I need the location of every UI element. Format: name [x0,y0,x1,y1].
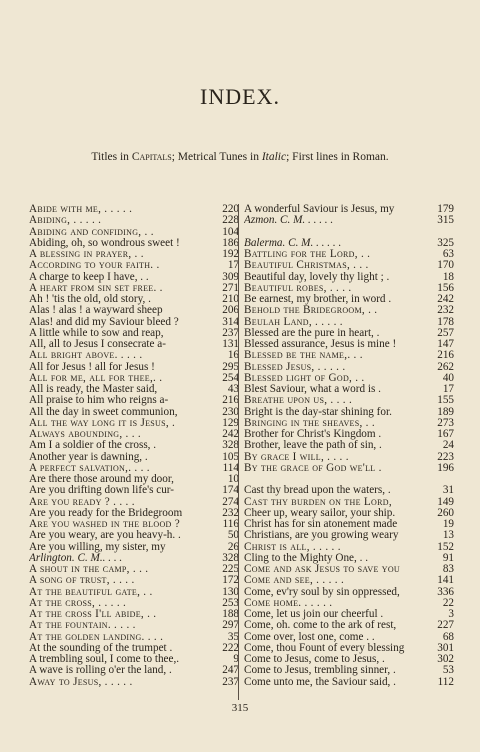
index-entry [244,204,454,215]
index-entry [244,553,454,564]
entry-page-number: 189 [437,405,454,418]
entry-page-number: 114 [222,461,239,474]
index-entry [244,350,454,361]
entry-page-number: 10 [227,473,239,485]
entry-title: Abiding, oh, so wondrous sweet ! [29,237,180,249]
entry-page-number: 309 [222,270,239,283]
entry-title: Abiding, . . . . . [29,215,102,227]
entry-page-number: 63 [442,248,454,260]
entry-title: Come, let us join our cheerful . [244,609,384,620]
entry-title: Blessed assurance, Jesus is mine ! [244,339,397,350]
entry-title: Come, ev'ry soul by sin oppressed, [244,586,400,598]
index-entry [29,463,239,474]
entry-page-number: 9 [233,653,239,665]
index-entry [244,272,454,283]
index-entry [244,328,454,339]
entry-title: Christians, are you growing weary [244,530,399,542]
entry-page-number: 172 [222,574,239,587]
entry-page-number: 40 [442,371,454,384]
entry-page-number: 26 [227,540,239,553]
index-legend [0,151,480,163]
index-entry [29,519,239,530]
entry-page-number: 314 [222,315,239,328]
entry-title: Alas! and did my Saviour bleed ? [29,316,179,328]
entry-page-number: 216 [437,349,454,362]
entry-title: Blessed are the pure in heart, . [244,327,380,339]
index-entry [29,215,239,226]
entry-title: At the cross I'll abide, . . [29,609,157,620]
entry-title: A trembling soul, I come to thee,. [29,654,180,665]
entry-page-number: 152 [437,540,454,553]
index-entry [29,609,239,620]
index-entry [29,508,239,519]
entry-title: At the beautiful gate, . . [29,586,153,598]
entry-title: A wave is rolling o'er the land, . [29,665,172,677]
entry-page-number: 242 [437,293,454,305]
entry-page-number: 295 [222,360,239,373]
index-entry [244,227,454,238]
entry-page-number: 17 [442,383,454,395]
entry-title: Beulah Land, . . . . . [244,316,343,328]
index-entry [29,497,239,508]
entry-title: Are there those around my door, [29,474,174,485]
index-entry [29,665,239,676]
entry-page-number: 105 [222,450,239,463]
index-entry [29,350,239,361]
entry-title: Arlington. C. M.. . . . [29,552,123,564]
entry-page-number: 253 [222,596,239,609]
entry-title: All for Jesus ! all for Jesus ! [29,361,155,373]
entry-title: Bringing in the sheaves, . . [244,417,375,429]
entry-title: Come home. . . . . . [244,597,333,609]
entry-title: All for me, all for thee,. . [29,372,163,384]
index-entry [29,677,239,688]
index-entry [29,227,239,238]
entry-title: All praise to him who reigns a- [29,395,169,407]
index-entry [29,485,239,496]
entry-title: Are you willing, my sister, my [29,541,166,553]
index-entry [244,643,454,654]
entry-page-number: 141 [437,574,454,587]
index-entry [244,665,454,676]
entry-page-number: 155 [437,394,454,407]
entry-page-number: 186 [222,236,239,249]
entry-page-number: 116 [222,518,239,530]
index-entry [244,362,454,373]
index-entry [29,260,239,271]
index-entry [244,407,454,418]
entry-page-number: 262 [437,360,454,373]
entry-title: Beautiful Christmas, . . . [244,260,369,272]
entry-title: According to your faith. . [29,260,160,272]
entry-page-number: 178 [437,315,454,328]
entry-page-number: 336 [437,585,454,598]
entry-title: A heart from sin set free. . [29,282,163,294]
index-entry [244,575,454,586]
index-entry [29,429,239,440]
index-entry [29,384,239,395]
index-entry [29,339,239,350]
entry-page-number: 315 [437,214,454,227]
entry-title: By grace I will, . . . . [244,451,349,463]
entry-title: A perfect salvation,. . . . [29,462,150,474]
entry-page-number: 254 [222,371,239,384]
legend-text-1: Titles in [91,151,132,163]
entry-title: A blessing in prayer, . . [29,249,144,260]
index-entry [244,418,454,429]
index-entry [29,204,239,215]
legend-italic: Italic [261,151,287,163]
entry-title: Christ is all, . . . . . [244,541,341,553]
index-entry [29,440,239,451]
entry-title: Blessed light of God, . . [244,372,365,384]
entry-page-number: 223 [437,450,454,463]
entry-title: Come unto me, the Saviour said, . [244,676,396,688]
index-entry [244,508,454,519]
page-title: INDEX. [200,84,280,109]
index-entry [244,497,454,508]
entry-title: Are you weary, are you heavy-h. . [29,530,181,542]
index-column-right [244,204,454,688]
entry-title: Are you ready ? . . . . [29,496,135,508]
entry-title: Beautiful day, lovely thy light ; . [244,271,390,283]
entry-title: Another year is dawning, . [29,451,148,463]
legend-text-3: ; First lines in Roman. [286,151,389,163]
index-entry [244,317,454,328]
entry-title: Abiding and confiding, . . [29,226,154,238]
entry-title: Azmon. C. M. . . . . . [244,215,334,227]
entry-page-number: 188 [222,608,239,620]
entry-page-number: 237 [222,675,239,688]
index-entry [244,384,454,395]
index-entry [29,305,239,316]
entry-page-number: 3 [448,608,454,620]
index-entry [244,598,454,609]
entry-title: A shout in the camp, . . . [29,564,149,575]
entry-page-number: 260 [437,506,454,519]
page-number: 315 [231,702,249,714]
entry-page-number: 225 [222,563,239,575]
entry-page-number: 210 [222,293,239,305]
index-column-left [29,204,239,688]
index-entry [244,530,454,541]
entry-page-number: 170 [437,259,454,272]
entry-page-number: 274 [222,495,239,508]
legend-text-2: ; Metrical Tunes in [171,151,262,163]
index-entry [244,238,454,249]
entry-page-number: 149 [437,495,454,508]
entry-page-number: 31 [442,484,454,497]
entry-title: Behold the Bridegroom, . . [244,305,378,317]
entry-page-number: 147 [437,338,454,350]
entry-title: A charge to keep I have, . . [29,271,149,283]
index-entry [244,249,454,260]
index-entry [244,542,454,553]
legend-capitals: Capitals [131,151,172,163]
index-entry [29,362,239,373]
index-entry [29,272,239,283]
entry-page-number: 22 [442,596,454,609]
entry-page-number: 83 [442,563,454,575]
entry-page-number: 302 [437,653,454,665]
index-entry [244,519,454,530]
entry-page-number: 129 [222,416,239,429]
entry-page-number: 232 [222,506,239,519]
entry-title: Come to Jesus, come to Jesus, . [244,654,385,665]
index-entry [244,294,454,305]
entry-page-number: 19 [442,518,454,530]
entry-page-number: 242 [222,428,239,440]
entry-title: All is ready, the Master said, [29,384,158,395]
index-entry [244,654,454,665]
index-entry [29,294,239,305]
entry-page-number: 196 [437,461,454,474]
entry-title: Be earnest, my brother, in word . [244,294,392,305]
index-entry [244,373,454,384]
entry-page-number: 43 [227,383,239,395]
entry-title: Brother for Christ's Kingdom . [244,429,382,440]
entry-title: Blessed Jesus, . . . . . [244,361,346,373]
entry-page-number: 35 [227,630,239,643]
entry-page-number: 131 [222,338,239,350]
entry-title: Brother, leave the path of sin, . [244,440,382,452]
entry-page-number: 104 [222,225,239,238]
entry-title: By the grace of God we'll . [244,462,382,474]
index-entry [29,407,239,418]
index-entry [244,429,454,440]
entry-page-number: 68 [442,630,454,643]
entry-page-number: 273 [437,416,454,429]
entry-page-number: 24 [442,439,454,452]
entry-title: Are you drifting down life's cur- [29,485,175,497]
index-entry [244,677,454,688]
entry-title: At the sounding of the trumpet . [29,642,173,654]
entry-page-number: 297 [222,619,239,632]
index-entry [29,598,239,609]
index-entry [244,474,454,485]
entry-title: Balerma. C. M. . . . . . [244,237,342,249]
entry-page-number: 179 [437,203,454,215]
entry-page-number: 228 [222,214,239,227]
entry-title: Come and see, . . . . . [244,575,345,587]
index-entry [29,249,239,260]
entry-page-number: 328 [222,439,239,452]
index-entry [244,260,454,271]
entry-page-number: 156 [437,281,454,294]
entry-page-number: 17 [227,259,239,272]
entry-title: At the fountain. . . . . [29,620,136,632]
entry-page-number: 232 [437,304,454,317]
index-entry [244,485,454,496]
entry-page-number: 13 [442,529,454,542]
index-entry [244,587,454,598]
entry-title: Come and ask Jesus to save you [244,564,400,575]
entry-page-number: 91 [442,551,454,564]
entry-page-number: 174 [222,484,239,497]
entry-title: Away to Jesus, . . . . . [29,676,133,688]
entry-page-number: 130 [222,585,239,598]
entry-page-number: 247 [222,664,239,677]
entry-page-number: 237 [222,326,239,339]
entry-page-number: 112 [437,675,454,688]
index-entry [29,654,239,665]
entry-title: At the golden landing. . . . [29,631,164,643]
index-entry [29,575,239,586]
entry-title: Alas ! alas ! a wayward sheep [29,305,163,317]
index-entry [29,632,239,643]
entry-page-number: 325 [437,236,454,249]
entry-title: A wonderful Saviour is Jesus, my [244,204,395,215]
index-entry [244,283,454,294]
index-entry [29,373,239,384]
entry-page-number: 220 [222,203,239,215]
index-entry [244,215,454,226]
index-entry [244,564,454,575]
entry-page-number: 257 [437,326,454,339]
entry-title: Bright is the day-star shining for. [244,406,392,418]
index-entry [29,418,239,429]
entry-title: Breathe upon us, . . . . [244,395,353,407]
index-entry [244,632,454,643]
index-entry [29,283,239,294]
entry-title: Ah ! 'tis the old, old story, . [29,294,151,305]
index-entry [29,238,239,249]
entry-title: Abide with me, . . . . . [29,204,133,215]
index-entry [29,452,239,463]
index-entry [29,328,239,339]
index-entry [29,395,239,406]
entry-title: Are you ready for the Bridegroom [29,507,183,519]
entry-title: Always abounding, . . . [29,429,142,440]
column-divider [238,204,239,700]
index-entry [244,620,454,631]
entry-title: Cast thy burden on the Lord, [244,496,392,508]
index-entry [29,317,239,328]
entry-page-number: 53 [442,664,454,677]
entry-title: Am I a soldier of the cross, . [29,440,157,452]
entry-title: All the way long it is Jesus, . [29,417,176,429]
entry-page-number: 50 [227,529,239,542]
entry-page-number: 328 [222,551,239,564]
entry-title: Battling for the Lord, . . [244,249,371,260]
entry-page-number: 222 [222,641,239,654]
entry-title: All the day in sweet communion, [29,406,178,418]
index-entry [244,463,454,474]
index-entry [244,609,454,620]
entry-title: All, all to Jesus I consecrate a- [29,339,166,350]
entry-title: Come, thou Fount of every blessing [244,642,405,654]
index-entry [29,542,239,553]
index-entry [244,440,454,451]
index-entry [244,395,454,406]
index-entry [29,564,239,575]
entry-page-number: 271 [222,281,239,294]
entry-title: Blest Saviour, what a word is . [244,384,381,395]
index-entry [29,587,239,598]
entry-page-number: 227 [437,619,454,632]
entry-title: All bright above. . . . . [29,350,143,362]
index-entry [244,305,454,316]
index-entry [29,620,239,631]
entry-title: Come over, lost one, come . . [244,631,375,643]
entry-title: Cheer up, weary sailor, your ship. [244,507,396,519]
index-entry [244,452,454,463]
index-entry [244,339,454,350]
index-entry [29,643,239,654]
index-entry [29,553,239,564]
entry-title: A little while to sow and reap, [29,327,164,339]
entry-title: Cast thy bread upon the waters, . [244,485,391,497]
entry-page-number: 230 [222,405,239,418]
index-entry [29,530,239,541]
entry-title: Blessed be the name,. . . [244,350,363,362]
entry-page-number: 192 [222,248,239,260]
entry-title: A song of trust, . . . . [29,575,135,587]
entry-page-number: 216 [222,394,239,407]
index-entry [29,474,239,485]
entry-title: Come to Jesus, trembling sinner, . [244,665,396,677]
entry-page-number: 18 [442,270,454,283]
entry-page-number: 206 [222,304,239,317]
entry-title: Are you washed in the blood ? [29,519,180,530]
entry-title: Beautiful robes, . . . . [244,282,352,294]
entry-title: Cling to the Mighty One, . . [244,552,368,564]
entry-page-number: 167 [437,428,454,440]
entry-page-number: 301 [437,641,454,654]
entry-title: Christ has for sin atonement made [244,519,398,530]
entry-title: At the cross, . . . . . [29,597,127,609]
entry-title: Come, oh. come to the ark of rest, [244,620,397,632]
entry-page-number: 16 [227,349,239,362]
